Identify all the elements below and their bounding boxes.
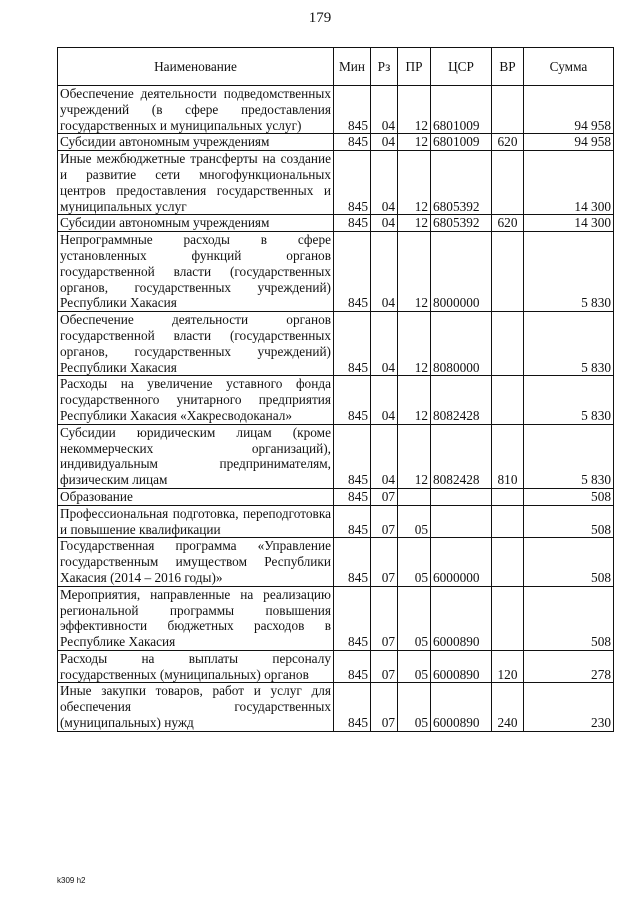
cell-csr: 6000000 (431, 538, 492, 586)
cell-min: 845 (334, 376, 371, 424)
cell-pr: 05 (398, 505, 431, 538)
cell-rz: 04 (371, 424, 398, 488)
cell-vr (492, 232, 524, 312)
cell-pr: 12 (398, 134, 431, 151)
cell-vr: 620 (492, 215, 524, 232)
cell-sum: 14 300 (524, 215, 614, 232)
cell-rz: 04 (371, 151, 398, 215)
cell-min: 845 (334, 134, 371, 151)
cell-name: Субсидии юридическим лицам (кроме некоммерческих организаций), индивидуальным предпринимателям, физическим лицам (58, 424, 334, 488)
cell-sum: 508 (524, 488, 614, 505)
table-row (58, 424, 614, 488)
budget-table (57, 47, 614, 732)
cell-min: 845 (334, 683, 371, 731)
header-name: Наименование (58, 48, 334, 86)
table-row (58, 232, 614, 312)
cell-vr (492, 312, 524, 376)
cell-csr (431, 505, 492, 538)
cell-name: Профессиональная подготовка, переподготовка и повышение квалификации (58, 505, 334, 538)
table-row (58, 215, 614, 232)
cell-pr: 12 (398, 86, 431, 134)
cell-pr: 12 (398, 376, 431, 424)
cell-name: Государственная программа «Управление государственным имуществом Республики Хакасия (2014 – 2016 годы)» (58, 538, 334, 586)
cell-name: Иные межбюджетные трансферты на создание и развитие сети многофункциональных центров предоставления государственных и муниципальных услуг (58, 151, 334, 215)
cell-pr: 12 (398, 232, 431, 312)
cell-sum: 94 958 (524, 134, 614, 151)
cell-vr (492, 151, 524, 215)
cell-sum: 5 830 (524, 376, 614, 424)
cell-csr: 8082428 (431, 424, 492, 488)
table-row (58, 488, 614, 505)
cell-sum: 5 830 (524, 312, 614, 376)
cell-min: 845 (334, 488, 371, 505)
cell-csr: 6801009 (431, 86, 492, 134)
cell-csr: 8080000 (431, 312, 492, 376)
cell-sum: 230 (524, 683, 614, 731)
cell-sum: 5 830 (524, 424, 614, 488)
cell-rz: 07 (371, 505, 398, 538)
table-row (58, 151, 614, 215)
table-row (58, 134, 614, 151)
cell-csr: 6000890 (431, 586, 492, 650)
cell-min: 845 (334, 151, 371, 215)
cell-csr: 6801009 (431, 134, 492, 151)
table-row (58, 683, 614, 731)
cell-pr: 12 (398, 151, 431, 215)
cell-name: Иные закупки товаров, работ и услуг для обеспечения государственных (муниципальных) нужд (58, 683, 334, 731)
cell-sum: 508 (524, 505, 614, 538)
cell-rz: 04 (371, 134, 398, 151)
cell-pr: 12 (398, 215, 431, 232)
cell-vr: 240 (492, 683, 524, 731)
cell-rz: 07 (371, 586, 398, 650)
cell-min: 845 (334, 586, 371, 650)
cell-pr: 05 (398, 683, 431, 731)
cell-csr (431, 488, 492, 505)
table-row (58, 376, 614, 424)
cell-rz: 04 (371, 376, 398, 424)
cell-vr (492, 488, 524, 505)
footer-code: k309 h2 (57, 876, 86, 885)
cell-vr: 120 (492, 650, 524, 683)
header-sum: Сумма (524, 48, 614, 86)
cell-vr: 810 (492, 424, 524, 488)
cell-vr (492, 376, 524, 424)
cell-sum: 508 (524, 538, 614, 586)
cell-sum: 94 958 (524, 86, 614, 134)
cell-sum: 5 830 (524, 232, 614, 312)
cell-pr: 05 (398, 586, 431, 650)
cell-name: Субсидии автономным учреждениям (58, 134, 334, 151)
cell-csr: 6000890 (431, 650, 492, 683)
cell-rz: 04 (371, 86, 398, 134)
cell-name: Непрограммные расходы в сфере установленных функций органов государственной власти (государственных органов, государственных учреждений) Республики Хакасия (58, 232, 334, 312)
cell-min: 845 (334, 650, 371, 683)
cell-vr (492, 538, 524, 586)
cell-name: Расходы на увеличение уставного фонда государственного унитарного предприятия Республики Хакасия «Хакресводоканал» (58, 376, 334, 424)
cell-rz: 07 (371, 538, 398, 586)
cell-min: 845 (334, 505, 371, 538)
cell-sum: 278 (524, 650, 614, 683)
cell-rz: 07 (371, 650, 398, 683)
cell-pr: 05 (398, 538, 431, 586)
header-min: Мин (334, 48, 371, 86)
cell-csr: 6000890 (431, 683, 492, 731)
table-row (58, 86, 614, 134)
cell-csr: 6805392 (431, 151, 492, 215)
cell-min: 845 (334, 424, 371, 488)
header-rz: Рз (371, 48, 398, 86)
cell-name: Образование (58, 488, 334, 505)
cell-pr: 12 (398, 424, 431, 488)
cell-name: Расходы на выплаты персоналу государственных (муниципальных) органов (58, 650, 334, 683)
table-row (58, 586, 614, 650)
cell-pr: 12 (398, 312, 431, 376)
table-row (58, 650, 614, 683)
cell-name: Мероприятия, направленные на реализацию региональной программы повышения эффективности бюджетных расходов в Республике Хакасия (58, 586, 334, 650)
header-vr: ВР (492, 48, 524, 86)
cell-name: Обеспечение деятельности органов государственной власти (государственных органов, государственных учреждений) Республики Хакасия (58, 312, 334, 376)
cell-rz: 04 (371, 215, 398, 232)
cell-pr (398, 488, 431, 505)
table-row (58, 312, 614, 376)
cell-vr (492, 586, 524, 650)
table-row (58, 538, 614, 586)
cell-vr: 620 (492, 134, 524, 151)
cell-rz: 04 (371, 232, 398, 312)
table-row (58, 505, 614, 538)
cell-name: Субсидии автономным учреждениям (58, 215, 334, 232)
table-header-row (58, 48, 614, 86)
cell-name: Обеспечение деятельности подведомственных учреждений (в сфере предоставления государственных и муниципальных услуг) (58, 86, 334, 134)
cell-min: 845 (334, 538, 371, 586)
cell-sum: 508 (524, 586, 614, 650)
cell-min: 845 (334, 215, 371, 232)
cell-rz: 04 (371, 312, 398, 376)
cell-pr: 05 (398, 650, 431, 683)
page-number: 179 (308, 10, 332, 26)
cell-sum: 14 300 (524, 151, 614, 215)
table-body (58, 86, 614, 732)
cell-csr: 6805392 (431, 215, 492, 232)
cell-min: 845 (334, 312, 371, 376)
cell-min: 845 (334, 232, 371, 312)
header-pr: ПР (398, 48, 431, 86)
cell-rz: 07 (371, 683, 398, 731)
header-csr: ЦСР (431, 48, 492, 86)
cell-rz: 07 (371, 488, 398, 505)
cell-csr: 8082428 (431, 376, 492, 424)
cell-min: 845 (334, 86, 371, 134)
cell-vr (492, 86, 524, 134)
cell-csr: 8000000 (431, 232, 492, 312)
cell-vr (492, 505, 524, 538)
